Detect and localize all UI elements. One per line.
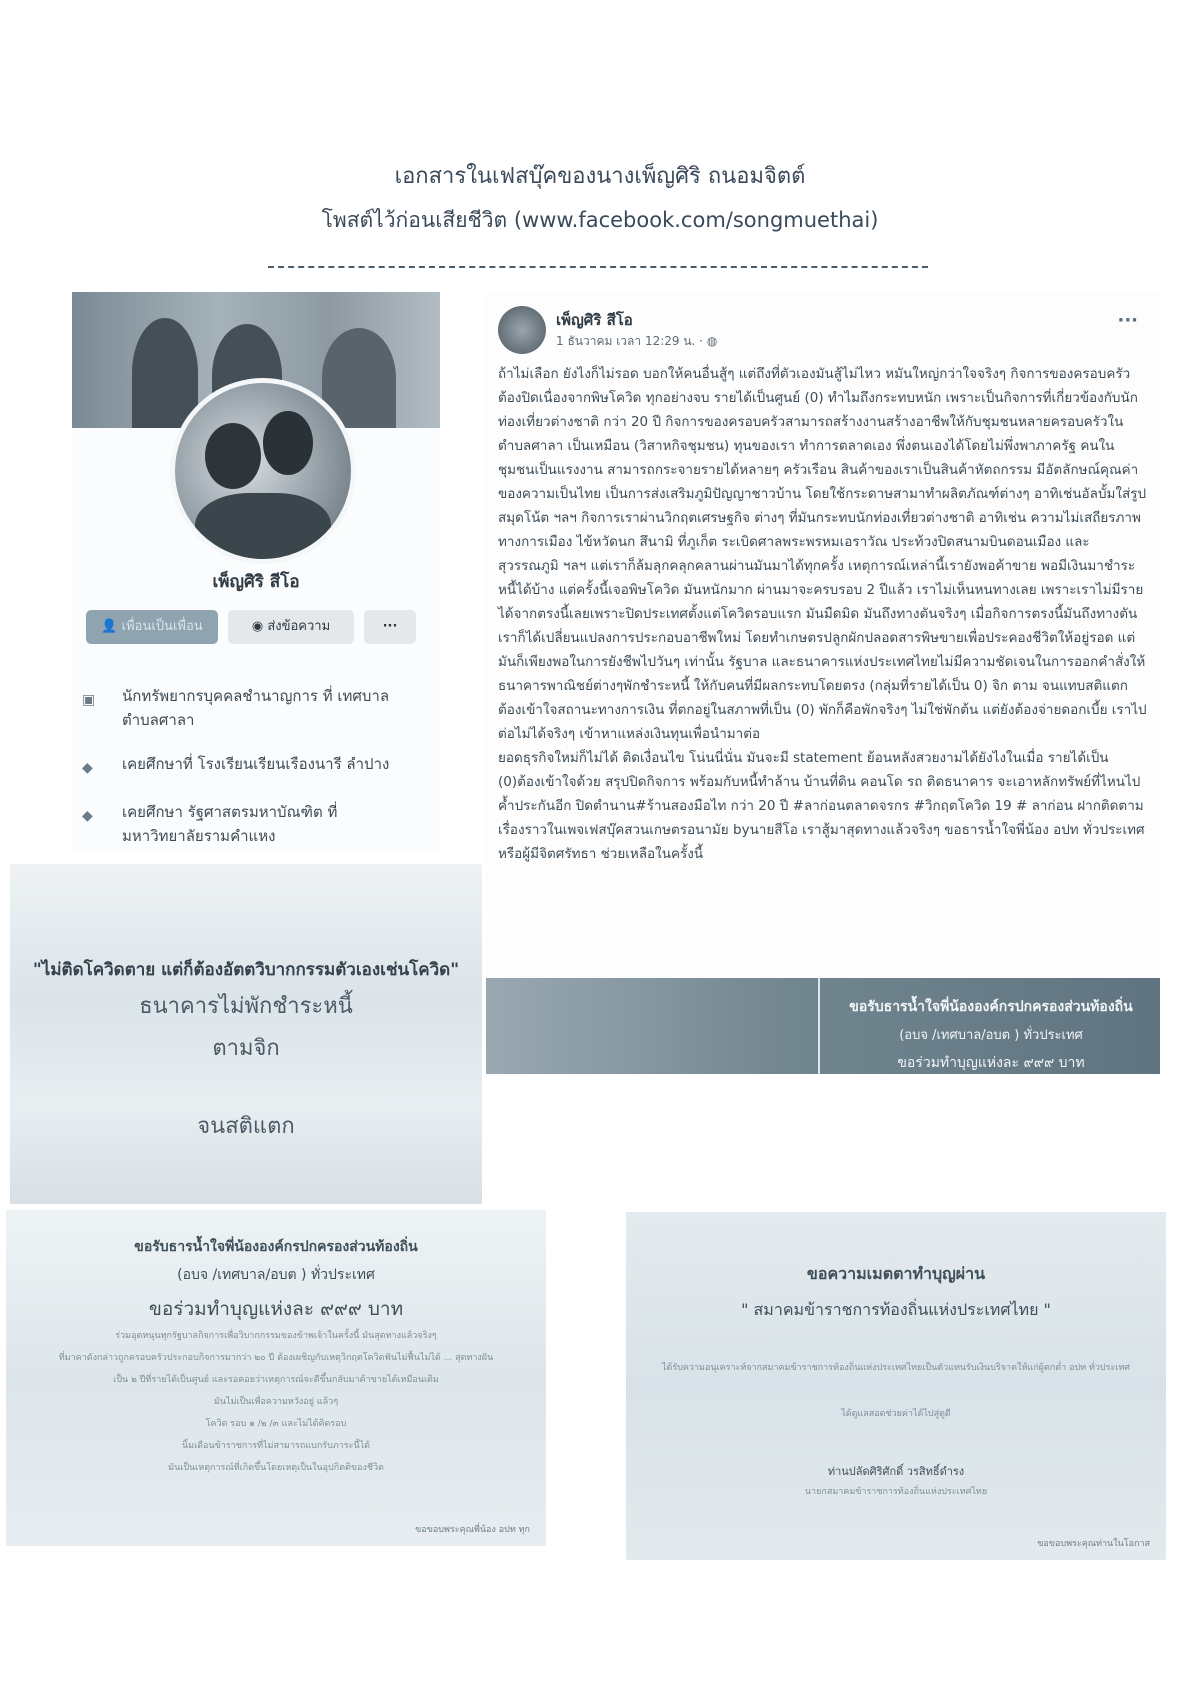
post-author[interactable]: เพ็ญศิริ สีโอ (556, 311, 633, 329)
more-button[interactable]: ··· (364, 610, 416, 644)
banner-left-small-5: โควิด รอบ ๑ /๒ /๓ และไม่ได้คิดรอบ (205, 1419, 347, 1429)
post-paragraph: ยอดธุรกิจใหม่ก็ไม่ได้ ติดเงื่อนไข โน่นนี่นั่น มันจะมี statement ย้อนหลังสวยงามได้ยังไงในเมื่อ รายได้เป็น (0)ต้องเข้าใจด้วย สรุปปิดกิจการ พร้อมกับหนี้ทำล้าน บ้านที่ดิน คอนโด รถ ติดธนาคาร จะเอาหลักทรัพย์ที่ไหนไปค้ำประกันอีก ปิดตำนาน#ร้านสองมือไท กว่า 20 ปี #ลาก่อนตลาดจรกร #วิกฤตโควิด 19 # ลาก่อน ฝากติดตามเรื่องราวในเพจเฟสบุ๊คสวนเกษตรอนามัย byนายสีโอ เราสู้มาสุดทางแล้วจริงๆ ขอธารน้ำใจพี่น้อง อปท ทั่วประเทศ หรือผู้มีจิตศรัทธา ช่วยเหลือในครั้งนี้ (498, 750, 1145, 862)
banner-left-footer: ขอขอบพระคุณพี่น้อง อปท ทุก (415, 1525, 530, 1535)
quote-line-3: ตามจิก (212, 1036, 280, 1061)
profile-name[interactable]: เพ็ญศิริ สีโอ (212, 572, 300, 592)
document-title: เอกสารในเฟสบุ๊คของนางเพ็ญศิริ ถนอมจิตต์ (394, 164, 806, 189)
banner-right-signer-title: นายกสมาคมข้าราชการท้องถิ่นแห่งประเทศไทย (804, 1487, 988, 1497)
banner-left-small-7: มันเป็นเหตุการณ์ที่เกิดขึ้นโดยเหตุเป็นในอุปกิตติของชีวิต (168, 1463, 384, 1473)
facebook-post (486, 292, 1160, 980)
quote-line-4: จนสติแตก (197, 1114, 295, 1139)
post-image-line-1: ขอรับธารน้ำใจพี่น้ององค์กรปกครองส่วนท้องถิ่น (849, 999, 1133, 1015)
friend-button-label: เพื่อนเป็นเพื่อน (121, 619, 203, 634)
graduation-cap-icon: ◆ (82, 808, 93, 824)
post-image[interactable] (486, 978, 1160, 1074)
banner-right-line-2: " สมาคมข้าราชการท้องถิ่นแห่งประเทศไทย " (741, 1300, 1051, 1319)
banner-left-small-3: เป็น ๒ ปีที่รายได้เป็นศูนย์ และรอคอยว่าเหตุการณ์จะดีขึ้นกลับมาค้าขายได้เหมือนเดิม (113, 1375, 439, 1385)
post-date-text: 1 ธันวาคม เวลา 12:29 น. · (556, 334, 703, 348)
banner-right-line-1: ขอความเมตตาทำบุญผ่าน (806, 1264, 986, 1283)
briefcase-icon: ▣ (82, 692, 96, 708)
post-image-line-3: ขอร่วมทำบุญแห่งละ ๙๙๙ บาท (897, 1055, 1085, 1070)
quote-panel (10, 864, 482, 1204)
info-school-text: เคยศึกษาที่ โรงเรียนเรียนเรืองนารี ลำปาง (122, 755, 390, 773)
banner-left-small-6: นิ้มเดือนข้าราชการที่ไม่สามารถแบกรับภาระนี้ได้ (182, 1441, 370, 1451)
message-button-label: ส่งข้อความ (267, 619, 331, 634)
graduation-cap-icon: ◆ (82, 760, 93, 776)
banner-right-signer: ท่านปลัดศิริศักดิ์ วรสิทธิ์ดำรง (827, 1465, 965, 1478)
friend-button[interactable] (86, 610, 218, 644)
banner-right-footer: ขอขอบพระคุณท่านในโอกาส (1037, 1539, 1150, 1549)
banner-right-small-1: ได้รับความอนุเคราะห์จากสมาคมข้าราชการท้องถิ่นแห่งประเทศไทยเป็นตัวแทนรับเงินบริจาคให้แก่ผู้ตกต่ำ อปท ทั่วประเทศ (661, 1363, 1131, 1373)
banner-left-small-2: ที่มาคาดังกล่าวถูกครอบครัวประกอบกิจการมากว่า ๒๐ ปี ต้องเผชิญกับเหตุวิกฤตโควิดฟันไม่ฟื้นไม่ได้ ... สุดทางฝัน (58, 1353, 494, 1363)
donation-banner-left (6, 1210, 546, 1546)
post-more-button[interactable]: ··· (1117, 310, 1138, 331)
donation-banner-right (626, 1212, 1166, 1560)
banner-left-small-4: มันไม่เป็นเพื่อความหวังอยู่ แล้วๆ (213, 1397, 339, 1407)
avatar[interactable] (170, 378, 356, 564)
document-subtitle: โพสต์ไว้ก่อนเสียชีวิต (www.facebook.com/songmuethai) (321, 208, 879, 232)
dashed-divider (268, 266, 928, 268)
globe-icon: ◍ (706, 334, 718, 348)
banner-right-small-2: ได้ดูแลสอดช่วยค่าได้ไปสู่ดูดี (841, 1409, 951, 1419)
banner-left-line-3: ขอร่วมทำบุญแห่งละ ๙๙๙ บาท (148, 1298, 404, 1320)
banner-left-small-1: ร่วมอุดหนุนทุกรัฐบาลกิจการเพื่อวิบากกรรมของข้าพเจ้าในครั้งนี้ มันสุดทางแล้วจริงๆ (115, 1331, 437, 1341)
info-university-text: เคยศึกษา รัฐศาสตรมหาบัณฑิต ที่ มหาวิทยาลัยรามคำแหง (122, 803, 338, 845)
quote-line-1: "ไม่ติดโควิดตาย แต่ก็ต้องอัตตวิบากกรรมตัวเองเช่นโควิด" (32, 960, 460, 980)
post-date[interactable] (556, 332, 717, 351)
banner-left-line-2: (อบจ /เทศบาล/อบต ) ทั่วประเทศ (177, 1267, 375, 1283)
post-avatar[interactable] (498, 306, 546, 354)
message-button[interactable] (228, 610, 354, 644)
post-image-line-2: (อบจ /เทศบาล/อบต ) ทั่วประเทศ (899, 1028, 1083, 1043)
messenger-icon: ◉ (251, 619, 268, 634)
profile-card (72, 292, 440, 852)
banner-left-line-1: ขอรับธารน้ำใจพี่น้ององค์กรปกครองส่วนท้องถิ่น (134, 1239, 418, 1255)
quote-line-2: ธนาคารไม่พักชำระหนี้ (139, 994, 353, 1019)
post-body (498, 362, 1148, 866)
person-icon: 👤 (101, 619, 122, 634)
post-paragraph: ถ้าไม่เลือก ยังไงก็ไม่รอด บอกให้คนอื่นสู้ๆ แต่ถึงที่ตัวเองมันสู้ไม่ไหว หมันใหญ่กว่าใจจริงๆ กิจการของครอบครัวต้องปิดเนื่องจากพิษโควิด ทุกอย่างจบ รายได้เป็นศูนย์ (0) ทำไมถึงกระทบหนัก เพราะเป็นกิจการที่เกี่ยวข้องกับนักท่องเที่ยวต่างชาติ กว่า 20 ปี กิจการของครอบครัวสามารถสร้างงานสร้างอาชีพให้กับชุมชนหลายครอบครัวในตำบลศาลา เป็นเหมือน (วิสาหกิจชุมชน) ทุนของเรา ทำการตลาดเอง พึ่งตนเองได้โดยไม่พึ่งพาภาครัฐ คนในชุมชนเป็นแรงงาน สามารถกระจายรายได้หลายๆ ครัวเรือน สินค้าของเราเป็นสินค้าหัตถกรรม มีอัตลักษณ์คุณค่าของความเป็นไทย เป็นการส่งเสริมภูมิปัญญาชาวบ้าน โดยใช้กระดาษสามาทำผลิตภัณฑ์ต่างๆ อาทิเช่นอัลบั้มใส่รูป สมุดโน้ต ฯลฯ กิจการเราผ่านวิกฤตเศรษฐกิจ ต่างๆ ที่มันกระทบนักท่องเที่ยวต่างชาติ อาทิเช่น ความไม่เสถียรภาพทางการเมือง ไข้หวัดนก สึนามิ ที่ภูเก็ต ระเบิดศาลพระพรหมเอราวัณ ประท้วงปิดสนามบินดอนเมือง และสุวรรณภูมิ ฯลฯ แต่เราก็ล้มลุกคลุกคลานผ่านมันมาได้ทุกครั้ง เหตุการณ์เหล่านี้เรายังพอค้าขาย พอมีเงินมาชำระหนี้ได้บ้าง แต่ครั้งนี้เจอพิษโควิด มันหนักมาก ผ่านมาจะครบรอบ 2 ปีแล้ว เราไม่เห็นหนทางเลย เพราะเราไม่มีรายได้จากตรงนี้เลยเพราะปิดประเทศตั้งแต่โควิดรอบแรก มันมืดมิด มันถึงทางตันจริงๆ เมื่อกิจการตรงนี้มันถึงทางตัน เราก็ได้เปลี่ยนแปลงการประกอบอาชีพใหม่ โดยทำเกษตรปลูกผักปลอดสารพิษขายเพื่อประคองชีวิตให้อยู่รอด แต่มันก็เพียงพอในการยังชีพไปวันๆ เท่านั้น รัฐบาล และธนาคารแห่งประเทศไทยไม่มีความชัดเจนในการออกคำสั่งให้ธนาคารพาณิชย์ต่างๆพักชำระหนี้ ให้กับคนที่มีผลกระทบโดยตรง (กลุ่มที่รายได้เป็น 0) จิก ตาม จนแทบสติแตก ต้องเข้าใจสถานะทางการเงิน ที่ตกอยู่ในสภาพที่เป็น (0) พักก็คือพักจริงๆ ไม่ใช่พักต้น แต่ยังต้องจ่ายดอกเบี้ย เราไปต่อไม่ได้จริงๆ เข้าหาแหล่งเงินทุนเพื่อนำมาต่อ (498, 366, 1147, 742)
info-work-text: นักทรัพยากรบุคคลชำนาญการ ที่ เทศบาลตำบลศาลา (122, 687, 390, 729)
